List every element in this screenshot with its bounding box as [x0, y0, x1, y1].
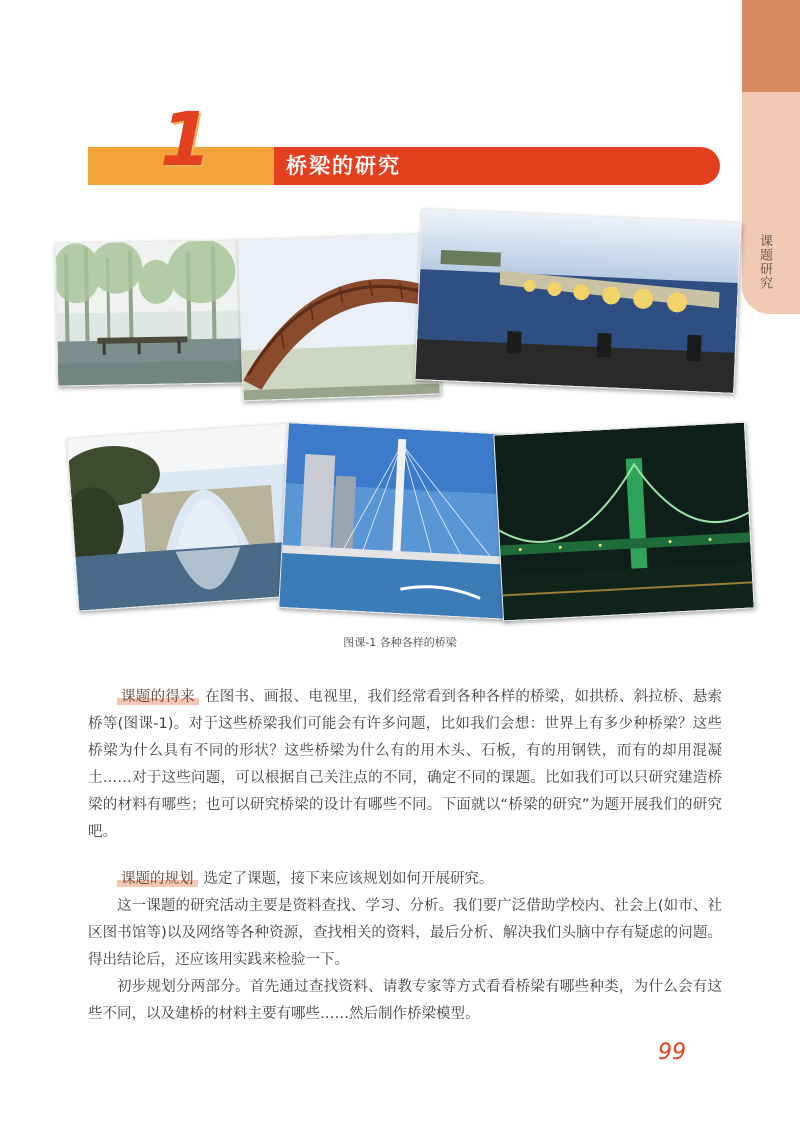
- photo-suspension-bridge-night: [493, 422, 754, 622]
- side-tab-label: 课题研究: [757, 234, 772, 290]
- section2-text: 选定了课题，接下来应该规划如何开展研究。: [203, 871, 494, 887]
- section1-paragraph: [88, 684, 722, 846]
- photo-jade-belt-bridge: [66, 422, 305, 611]
- section2-paragraph: [88, 866, 722, 893]
- section1-heading: 课题的得来: [117, 689, 199, 705]
- photo-wooden-bridge: [55, 239, 244, 386]
- figure-caption: 图课-1 各种各样的桥梁: [343, 636, 457, 649]
- side-tab-accent: [742, 0, 800, 92]
- photo-seventeen-arch-bridge: [414, 208, 741, 394]
- photo-cable-stayed-bridge: [278, 422, 517, 620]
- photo-arch-covered-bridge: [237, 233, 441, 402]
- chapter-number: 1: [160, 97, 212, 183]
- page-number: 99: [658, 1040, 686, 1065]
- section1-text: 在图书、画报、电视里，我们经常看到各种各样的桥梁，如拱桥、斜拉桥、悬索桥等(图课-1)。对于这些桥梁我们可能会有许多问题，比如我们会想：世界上有多少种桥梁？这些桥梁为什么具有不同的形状？这些桥梁为什么有的用木头、石板，有的用钢铁，而有的却用混凝土……对于这些问题，可以根据自己关注点的不同，确定不同的课题。比如我们可以只研究建造桥梁的材料有哪些；也可以研究桥梁的设计有哪些不同。下面就以“桥梁的研究”为题开展我们的研究吧。: [88, 689, 723, 840]
- section2-paragraph-2: 这一课题的研究活动主要是资料查找、学习、分析。我们要广泛借助学校内、社会上(如市、社区图书馆等)以及网络等各种资源，查找相关的资料，最后分析、解决我们头脑中存有疑虑的问题。得出结论后，还应该用实践来检验一下。: [88, 898, 722, 968]
- section2-paragraph-3: 初步规划分两部分。首先通过查找资料、请教专家等方式看看桥梁有哪些种类，为什么会有这些不同，以及建桥的材料主要有哪些……然后制作桥梁模型。: [88, 979, 722, 1022]
- chapter-title: 桥梁的研究: [286, 154, 401, 178]
- section2-heading: 课题的规划: [117, 871, 198, 887]
